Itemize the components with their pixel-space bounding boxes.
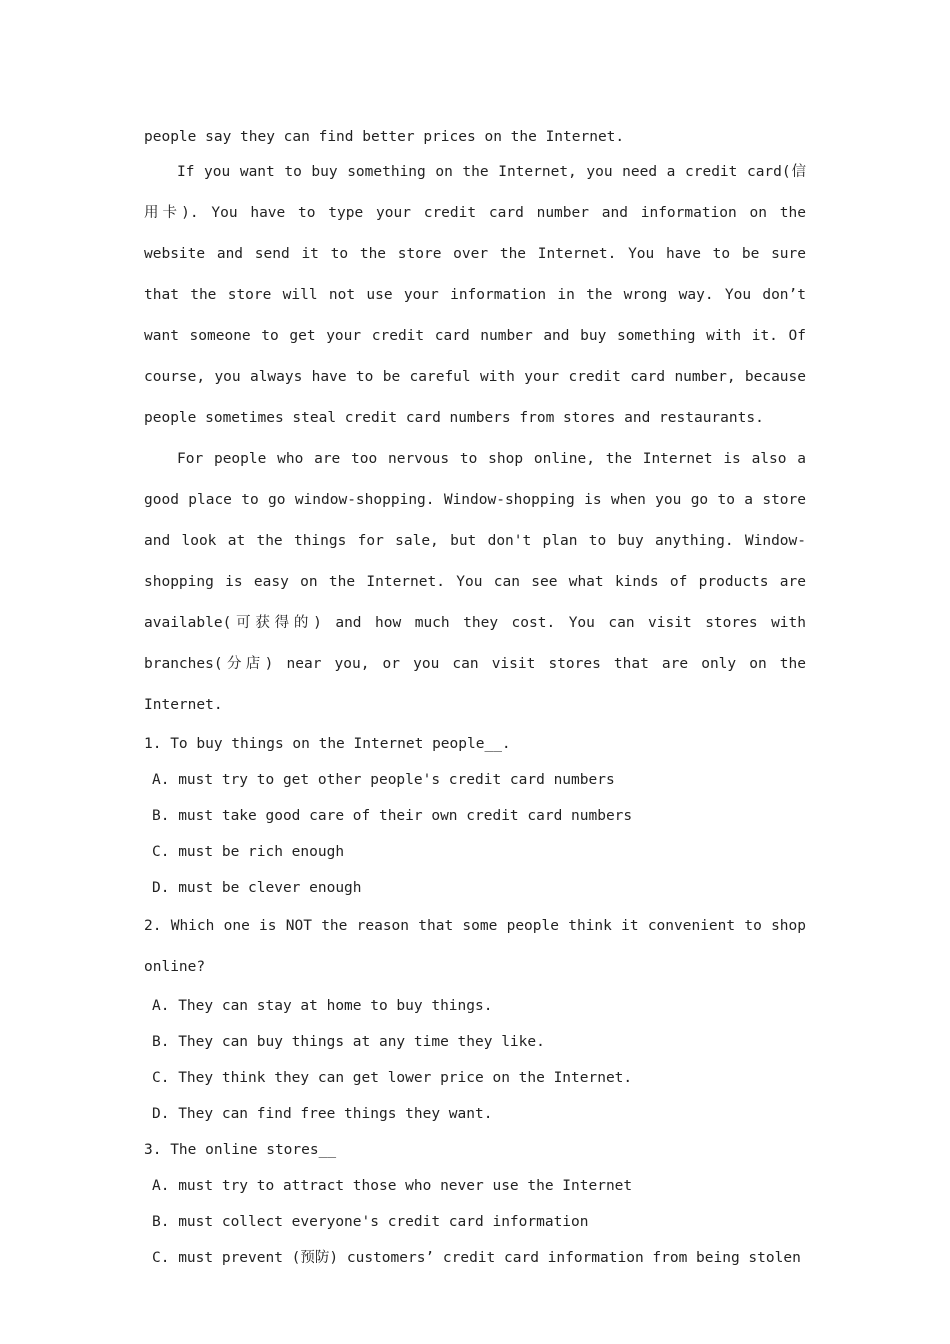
question-option: D. They can find free things they want. bbox=[152, 1106, 493, 1122]
question-stem: 2. Which one is NOT the reason that some people think it convenient to shop online? bbox=[144, 918, 806, 975]
question-3 bbox=[144, 1132, 806, 1276]
passage-paragraph-0: people say they can find better prices on the Internet. bbox=[144, 129, 625, 145]
document-page bbox=[144, 122, 806, 1276]
question-option: C. must be rich enough bbox=[152, 844, 345, 860]
question-option: A. must try to attract those who never use the Internet bbox=[152, 1178, 633, 1194]
question-option: C. must prevent (预防) customers’ credit card information from being stolen bbox=[152, 1250, 801, 1266]
question-option: C. They think they can get lower price on the Internet. bbox=[152, 1070, 633, 1086]
question-option: B. must collect everyone's credit card information bbox=[152, 1214, 589, 1230]
question-option: B. They can buy things at any time they like. bbox=[152, 1034, 545, 1050]
question-1 bbox=[144, 726, 806, 906]
question-stem: 1. To buy things on the Internet people__. bbox=[144, 736, 511, 752]
question-option: B. must take good care of their own credit card numbers bbox=[152, 808, 633, 824]
passage-paragraph-1: If you want to buy something on the Internet, you need a credit card(信用卡). You have to type your credit card number and information on the website and send it to the store over the Internet. You have to be sure that the store will not use your information in the wrong way. You don’t want someone to get your credit card number and buy something with it. Of course, you always have to be careful with your credit card number, because people sometimes steal credit card numbers from stores and restaurants. bbox=[144, 164, 806, 426]
question-stem: 3. The online stores__ bbox=[144, 1142, 337, 1158]
question-option: D. must be clever enough bbox=[152, 880, 362, 896]
question-2 bbox=[144, 906, 806, 1132]
question-option: A. must try to get other people's credit card numbers bbox=[152, 772, 615, 788]
question-option: A. They can stay at home to buy things. bbox=[152, 998, 493, 1014]
passage-paragraph-2: For people who are too nervous to shop online, the Internet is also a good place to go window-shopping. Window-shopping is when you go to a store and look at the things for sale, but don't plan to buy anything. Window-shopping is easy on the Internet. You can see what kinds of products are available(可获得的) and how much they cost. You can visit stores with branches(分店) near you, or you can visit stores that are only on the Internet. bbox=[144, 451, 806, 713]
